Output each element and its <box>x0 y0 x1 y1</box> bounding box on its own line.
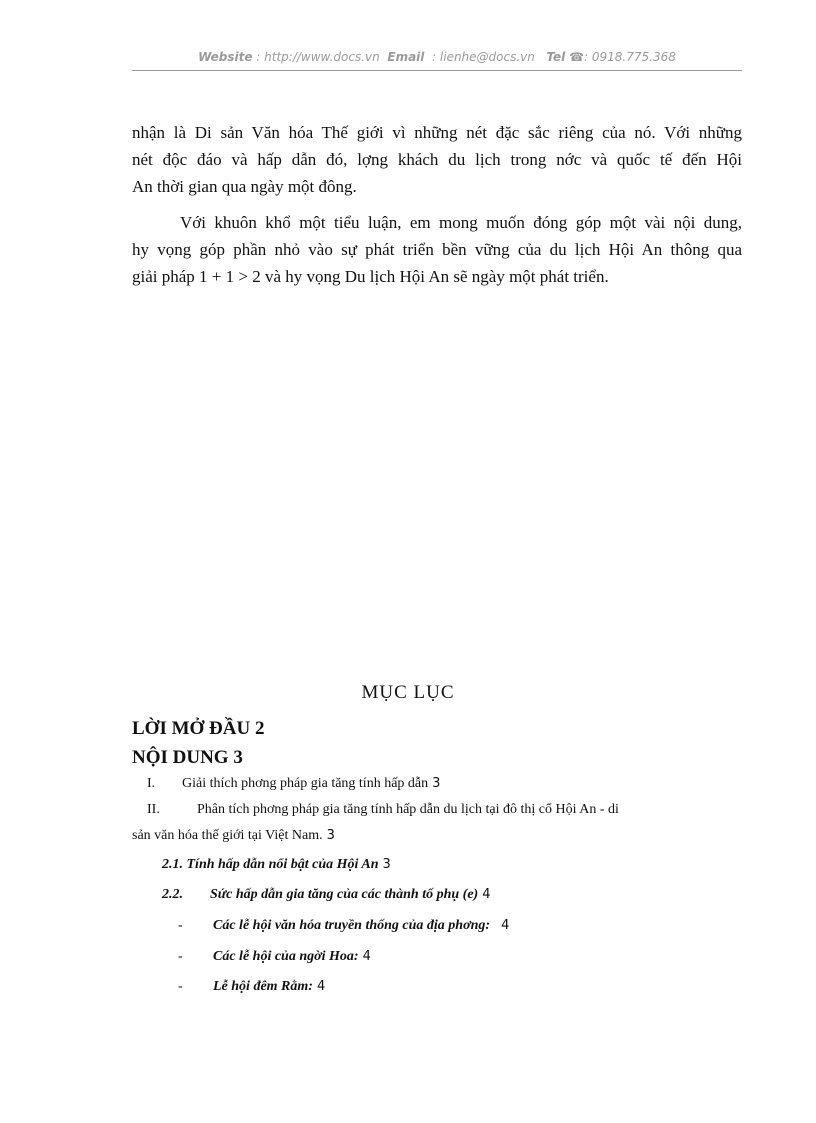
body-paragraph-1 <box>132 119 742 200</box>
header-divider <box>132 70 742 71</box>
telephone-icon: ☎ <box>569 50 585 64</box>
bullet-dash: - <box>178 979 183 994</box>
tel-label: Tel <box>546 50 566 64</box>
toc-page-number: 3 <box>432 776 441 791</box>
toc-entry-label: NỘI DUNG <box>132 747 229 768</box>
page-header <box>132 50 742 64</box>
toc-entry-text: sản văn hóa thế giới tại Việt Nam. <box>132 828 323 843</box>
toc-bullet-item[interactable] <box>178 949 371 965</box>
toc-entry-text: Các lễ hội văn hóa truyền thống của địa phơng: <box>213 918 491 933</box>
toc-entry-text: Phân tích phơng pháp gia tăng tính hấp dẫn du lịch tại đô thị cổ Hội An - di <box>197 802 619 817</box>
email-label: Email <box>387 50 425 64</box>
toc-entry-item-2[interactable] <box>147 802 619 818</box>
toc-bullet-item[interactable] <box>178 979 325 995</box>
toc-entry-label: LỜI MỞ ĐẦU <box>132 718 251 739</box>
toc-entry-text: Giải thích phơng pháp gia tăng tính hấp dẫn <box>182 776 429 791</box>
paragraph-line: An thời gian qua ngày một đông. <box>132 177 357 196</box>
toc-bullet-item[interactable] <box>178 918 509 934</box>
toc-page-number: 3 <box>233 747 243 768</box>
website-value[interactable]: : http://www.docs.vn <box>256 50 380 64</box>
toc-entry-intro[interactable] <box>132 718 264 740</box>
paragraph-line: nhận là Di sản Văn hóa Thế giới vì những nét đặc sắc riêng của nó. Với những <box>132 123 742 142</box>
paragraph-line: Với khuôn khổ một tiểu luận, em mong muốn đóng góp một vài nội dung, <box>180 213 742 232</box>
toc-page-number: 4 <box>362 949 371 964</box>
toc-entry-text: 2.1. Tính hấp dẫn nổi bật của Hội An <box>162 857 379 872</box>
toc-entry-item-2-cont[interactable] <box>132 828 335 844</box>
toc-page-number: 2 <box>254 718 265 739</box>
toc-title: MỤC LỤC <box>361 682 455 703</box>
toc-page-number: 3 <box>382 857 391 872</box>
tel-value: : 0918.775.368 <box>584 50 676 64</box>
paragraph-line: giải pháp 1 + 1 > 2 và hy vọng Du lịch Hội An sẽ ngày một phát triển. <box>132 267 609 286</box>
paragraph-line: hy vọng góp phần nhỏ vào sự phát triển bền vững của du lịch Hội An thông qua <box>132 240 742 259</box>
toc-entry-item-1[interactable] <box>147 776 440 792</box>
website-label: Website <box>198 50 253 64</box>
toc-entry-content[interactable] <box>132 747 243 769</box>
paragraph-line: nét độc đáo và hấp dẫn đó, lợng khách du lịch trong nớc và quốc tế đến Hội <box>132 150 742 169</box>
toc-entry-text: Sức hấp dẫn gia tăng của các thành tố phụ (e) <box>210 887 479 902</box>
body-paragraph-2 <box>132 209 742 290</box>
toc-page-number: 4 <box>501 918 510 933</box>
toc-entry-item-2-2[interactable] <box>162 887 490 903</box>
toc-entry-text: Các lễ hội của ngời Hoa: <box>213 949 359 964</box>
bullet-dash: - <box>178 918 183 933</box>
toc-numeral: II. <box>147 802 160 817</box>
toc-page-number: 4 <box>482 887 491 902</box>
toc-numeral: I. <box>147 776 156 791</box>
toc-page-number: 4 <box>316 979 326 994</box>
toc-entry-text: Lễ hội đêm Rằm: <box>213 979 313 994</box>
toc-numeral: 2.2. <box>162 887 183 902</box>
toc-page-number: 3 <box>326 828 335 843</box>
bullet-dash: - <box>178 949 183 964</box>
toc-entry-item-2-1[interactable] <box>162 857 391 873</box>
email-value[interactable]: : lienhe@docs.vn <box>432 50 535 64</box>
